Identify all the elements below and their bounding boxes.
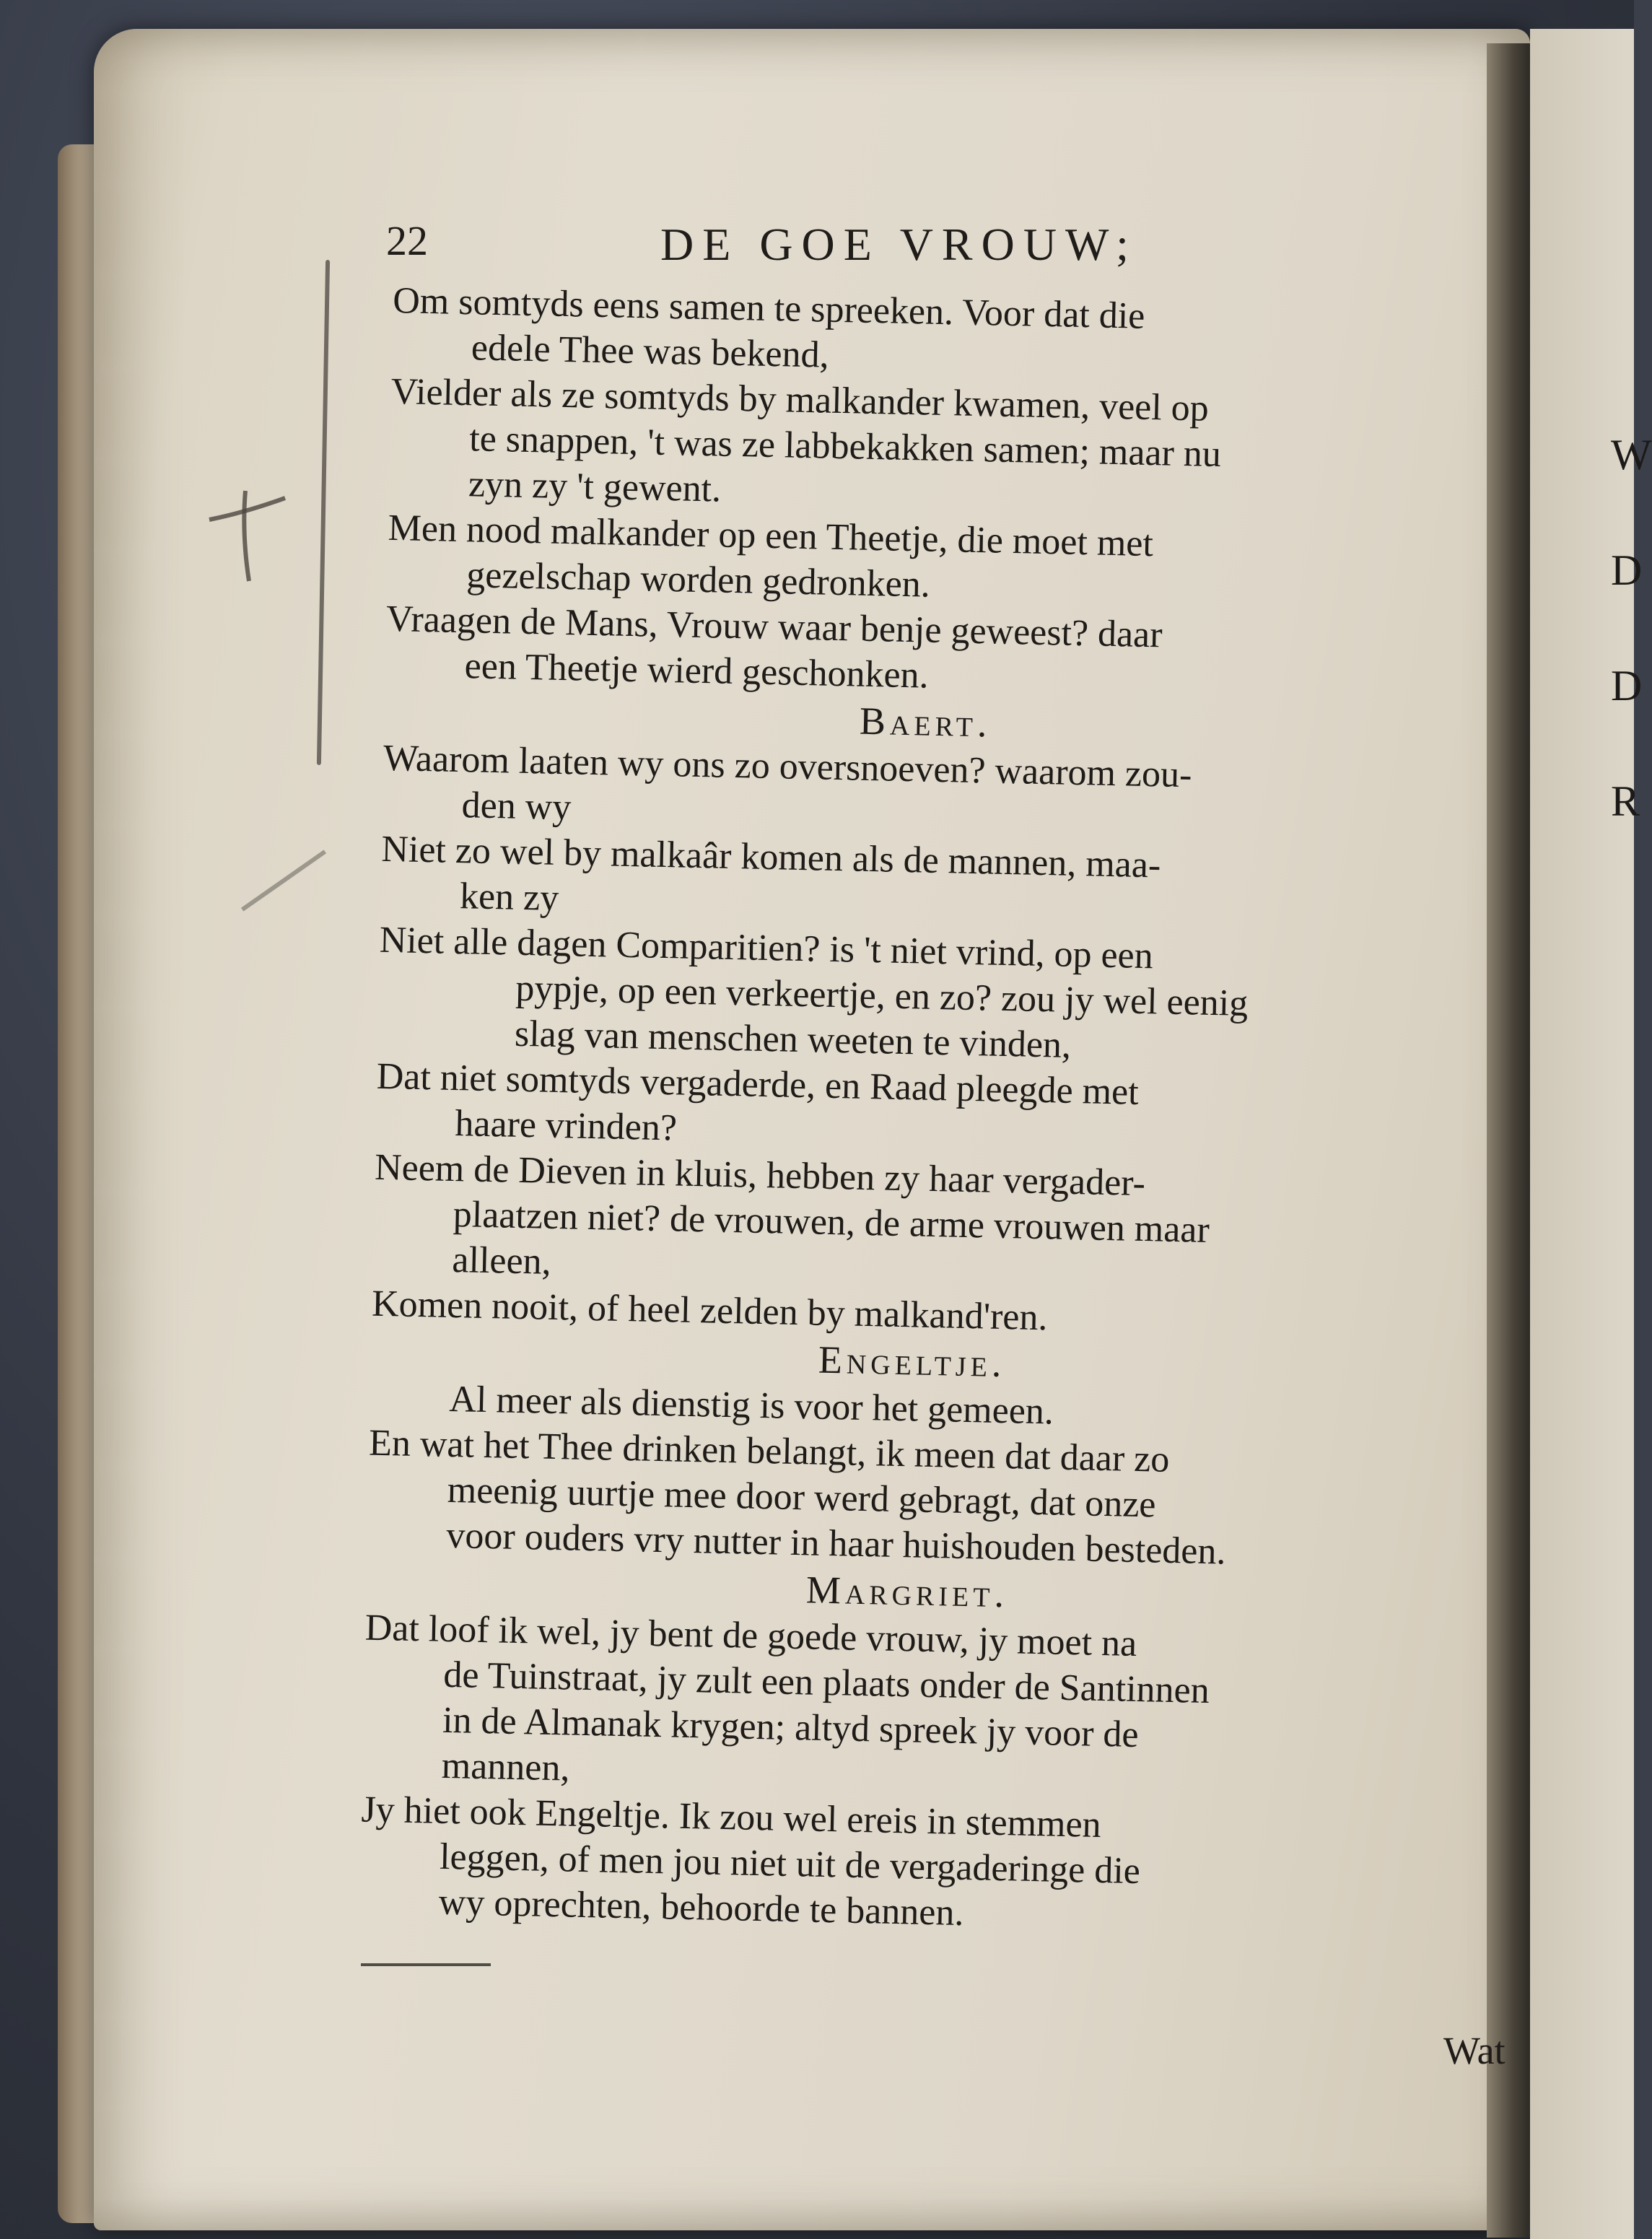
facing-letter: D	[1611, 662, 1643, 710]
page-text	[359, 278, 1475, 1946]
text-line: Om somtyds eens samen te spreeken. Voor dat die	[392, 279, 1145, 337]
facing-letter: W	[1611, 431, 1652, 479]
text-line: Waarom laaten wy ons zo oversnoeven? waarom zou-	[383, 737, 1193, 796]
page-number: 22	[386, 217, 428, 264]
text-line: Niet zo wel by malkaâr komen als de mannen, maa-	[380, 828, 1161, 886]
text-line: slag van menschen weeten te vinden,	[514, 1013, 1072, 1066]
text-line: Vielder als ze somtyds by malkander kwamen, veel op	[390, 370, 1210, 429]
text-line: wy oprechten, behoorde te bannen.	[438, 1881, 965, 1934]
text-line: Men nood malkander op een Theetje, die moet met	[388, 507, 1154, 565]
text-line: Dat niet somtyds vergaderde, en Raad pleegde met	[376, 1055, 1140, 1113]
facing-page-letters	[1611, 433, 1652, 895]
text-line: En wat het Thee drinken belangt, ik meen dat daar zo	[368, 1422, 1170, 1480]
text-line: Vraagen de Mans, Vrouw waar benje geweest? daar	[385, 598, 1163, 656]
speaker-name: Baert.	[859, 699, 992, 746]
text-line: plaatzen niet? de vrouwen, de arme vrouwen maar	[453, 1194, 1210, 1251]
text-line: gezelschap worden gedronken.	[466, 554, 931, 606]
text-line: mannen,	[441, 1745, 571, 1789]
speaker-name: Margriet.	[805, 1568, 1009, 1616]
text-line: pypje, op een verkeertje, en zo? zou jy wel eenig	[515, 967, 1249, 1025]
text-line: leggen, of men jou niet uit de vergaderinge die	[439, 1836, 1141, 1893]
text-line: ken zy	[459, 876, 559, 919]
text-line: haare vrinden?	[454, 1103, 678, 1149]
text-line: Neem de Dieven in kluis, hebben zy haar vergader-	[374, 1146, 1146, 1205]
text-line: te snappen, 't was ze labbekakken samen; maar nu	[468, 418, 1222, 476]
text-line: Al meer als dienstig is voor het gemeen.	[448, 1378, 1054, 1433]
text-line: Jy hiet ook Engeltje. Ik zou wel ereis in stemmen	[360, 1789, 1102, 1846]
text-line: een Theetje wierd geschonken.	[464, 645, 930, 697]
facing-letter: R	[1611, 777, 1640, 825]
text-line: den wy	[461, 785, 572, 829]
text-line: de Tuinstraat, jy zult een plaats onder de Santinnen	[442, 1654, 1210, 1712]
facing-page	[1530, 29, 1634, 2239]
pencil-dash	[361, 1963, 491, 1966]
text-line: zyn zy 't gewent.	[468, 463, 722, 510]
text-line: meenig uurtje mee door werd gebragt, dat onze	[447, 1469, 1157, 1526]
running-title: DE GOE VROUW;	[660, 219, 1137, 270]
text-line: in de Almanak krygen; altyd spreek jy voor de	[442, 1699, 1140, 1756]
catchword: Wat	[1443, 2029, 1505, 2072]
pencil-cross-mark	[195, 476, 296, 585]
facing-letter: D	[1611, 546, 1643, 594]
text-line: Niet alle dagen Comparitien? is 't niet vrind, op een	[379, 919, 1154, 977]
text-line: edele Thee was bekend,	[471, 327, 830, 376]
text-line: Komen nooit, of heel zelden by malkand'ren.	[371, 1283, 1049, 1339]
text-line: alleen,	[451, 1239, 552, 1283]
text-line: Dat loof ik wel, jy bent de goede vrouw, jy moet na	[364, 1607, 1137, 1664]
speaker-name: Engeltje.	[818, 1337, 1007, 1386]
text-line: voor ouders vry nutter in haar huishouden besteden.	[445, 1514, 1227, 1573]
book-gutter	[1487, 43, 1530, 2238]
